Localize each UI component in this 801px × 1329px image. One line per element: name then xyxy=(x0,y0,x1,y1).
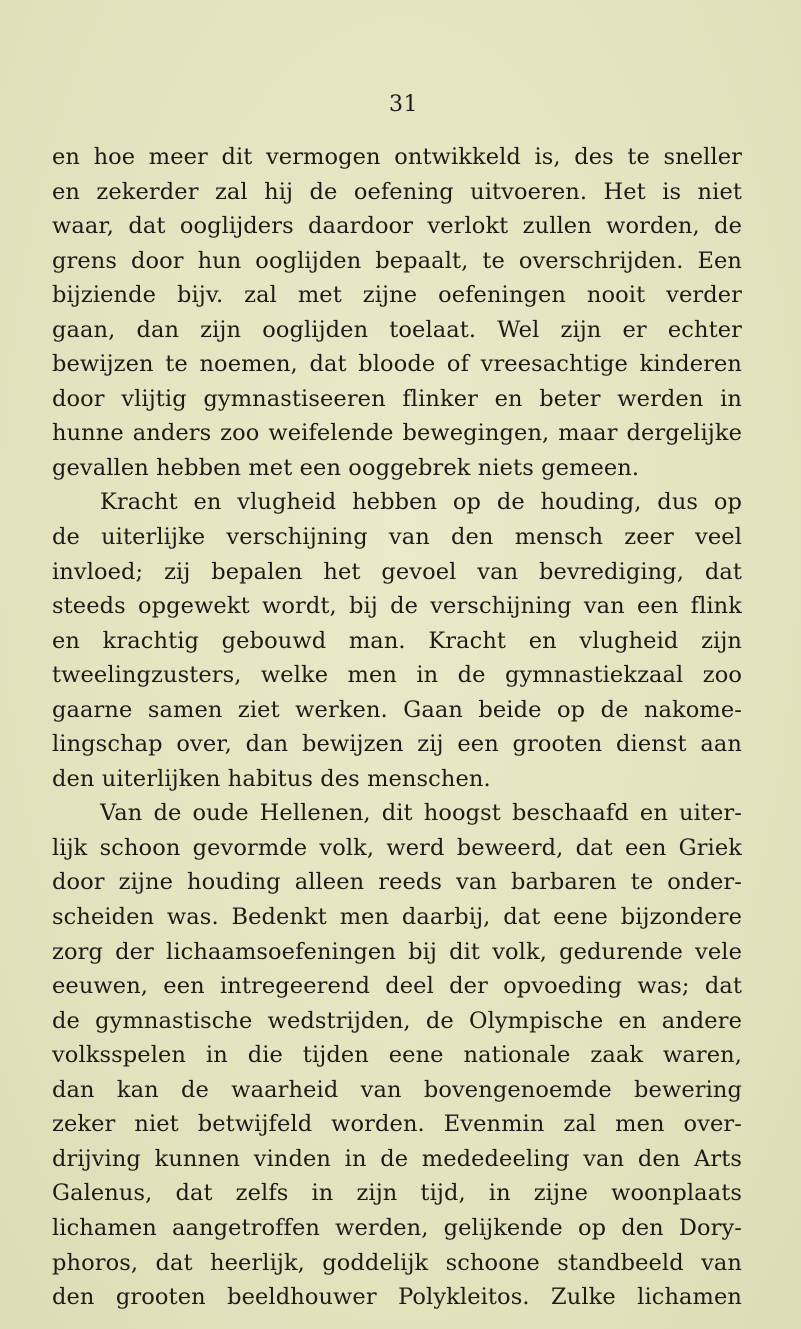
paragraph-start-line: Van de oude Hellenen, dit hoogst beschaafd en uiter- xyxy=(100,800,742,827)
text-line: volksspelen in die tijden eene nationale zaak waren, xyxy=(52,1042,742,1069)
text-line: en krachtig gebouwd man. Kracht en vlugheid zijn xyxy=(52,627,742,654)
text-line: waar, dat ooglijders daardoor verlokt zullen worden, de xyxy=(52,213,742,240)
text-line: phoros, dat heerlijk, goddelijk schoone standbeeld van xyxy=(52,1249,742,1276)
text-line: den grooten beeldhouwer Polykleitos. Zulke lichamen xyxy=(52,1284,742,1311)
text-line: bewijzen te noemen, dat bloode of vreesachtige kinderen xyxy=(52,351,742,378)
text-line: scheiden was. Bedenkt men daarbij, dat eene bijzondere xyxy=(52,904,742,931)
text-line: lijk schoon gevormde volk, werd beweerd, dat een Griek xyxy=(52,834,742,861)
text-line: zeker niet betwijfeld worden. Evenmin zal men over- xyxy=(52,1111,742,1138)
text-line: gaarne samen ziet werken. Gaan beide op de nakome- xyxy=(52,696,742,723)
text-line: invloed; zij bepalen het gevoel van bevrediging, dat xyxy=(52,558,742,585)
text-line: Galenus, dat zelfs in zijn tijd, in zijne woonplaats xyxy=(52,1180,742,1207)
text-line: eeuwen, een intregeerend deel der opvoeding was; dat xyxy=(52,973,742,1000)
text-line: zorg der lichaamsoefeningen bij dit volk, gedurende vele xyxy=(52,938,742,965)
body-text xyxy=(52,140,742,1315)
text-line: hunne anders zoo weifelende bewegingen, maar dergelijke xyxy=(52,420,742,447)
paragraph-end-line: gevallen hebben met een ooggebrek niets gemeen. xyxy=(52,454,640,481)
paragraph-end-line: den uiterlijken habitus des menschen. xyxy=(52,765,491,792)
text-line: tweelingzusters, welke men in de gymnastiekzaal zoo xyxy=(52,662,742,689)
text-line: lichamen aangetroffen werden, gelijkende op den Dory- xyxy=(52,1214,742,1241)
text-line: door zijne houding alleen reeds van barbaren te onder- xyxy=(52,869,742,896)
text-line: bijziende bijv. zal met zijne oefeningen nooit verder xyxy=(52,282,742,309)
text-line: drijving kunnen vinden in de mededeeling van den Arts xyxy=(52,1145,742,1172)
paragraph-start-line: Kracht en vlugheid hebben op de houding, dus op xyxy=(100,489,742,516)
text-line: de uiterlijke verschijning van den mensch zeer veel xyxy=(52,524,742,551)
text-line: en hoe meer dit vermogen ontwikkeld is, des te sneller xyxy=(52,144,742,170)
text-line: de gymnastische wedstrijden, de Olympische en andere xyxy=(52,1007,742,1034)
text-line: steeds opgewekt wordt, bij de verschijning van een flink xyxy=(52,593,742,620)
text-line: en zekerder zal hij de oefening uitvoeren. Het is niet xyxy=(52,178,742,205)
text-line: grens door hun ooglijden bepaalt, te overschrijden. Een xyxy=(52,247,742,274)
page-number: 31 xyxy=(389,92,418,117)
text-line: door vlijtig gymnastiseeren flinker en beter werden in xyxy=(52,385,742,412)
text-line: lingschap over, dan bewijzen zij een grooten dienst aan xyxy=(52,731,742,758)
text-line: gaan, dan zijn ooglijden toelaat. Wel zijn er echter xyxy=(52,316,742,343)
text-line: dan kan de waarheid van bovengenoemde bewering xyxy=(52,1076,742,1103)
